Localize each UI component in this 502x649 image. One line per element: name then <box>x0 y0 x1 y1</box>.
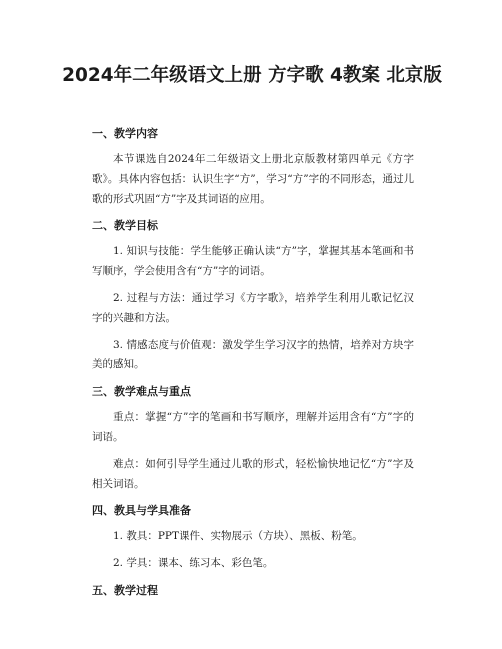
paragraph: 1. 教具：PPT课件、实物展示（方块）、黑板、粉笔。 <box>113 530 363 543</box>
document-body <box>92 124 414 607</box>
section-difficulties-and-key-points <box>92 382 414 494</box>
paragraph: 2. 学具：课本、练习本、彩色笔。 <box>113 557 274 570</box>
section-teaching-goals <box>92 216 414 375</box>
section-heading: 一、教学内容 <box>92 127 158 140</box>
paragraph: 重点：掌握“方”字的笔画和书写顺序，理解并运用含有“方”字的词语。 <box>92 411 414 443</box>
paragraph: 本节课选自2024年二年级语文上册北京版教材第四单元《方字歌》。具体内容包括：认识生字“方”，学习“方”字的不同形态，通过儿歌的形式巩固“方”字及其词语的应用。 <box>92 153 414 205</box>
document-title: 2024年二年级语文上册 方字歌 4教案 北京版 <box>62 65 442 86</box>
section-teaching-process <box>92 581 414 607</box>
section-heading: 五、教学过程 <box>92 583 158 597</box>
paragraph: 2. 过程与方法：通过学习《方字歌》，培养学生利用儿歌记忆汉字的兴趣和方法。 <box>92 291 414 324</box>
section-heading: 二、教学目标 <box>92 219 158 233</box>
paragraph: 1. 知识与技能：学生能够正确认读“方”字，掌握其基本笔画和书写顺序，学会使用含有“方”字的词语。 <box>92 245 414 278</box>
paragraph: 3. 情感态度与价值观：激发学生学习汉字的热情，培养对方块字美的感知。 <box>92 338 414 371</box>
section-heading: 四、教具与学具准备 <box>92 504 191 518</box>
section-teaching-content <box>92 124 414 209</box>
section-heading: 三、教学难点与重点 <box>92 385 191 399</box>
paragraph: 难点：如何引导学生通过儿歌的形式，轻松愉快地记忆“方”字及相关词语。 <box>92 457 414 490</box>
section-teaching-aids <box>92 501 414 574</box>
